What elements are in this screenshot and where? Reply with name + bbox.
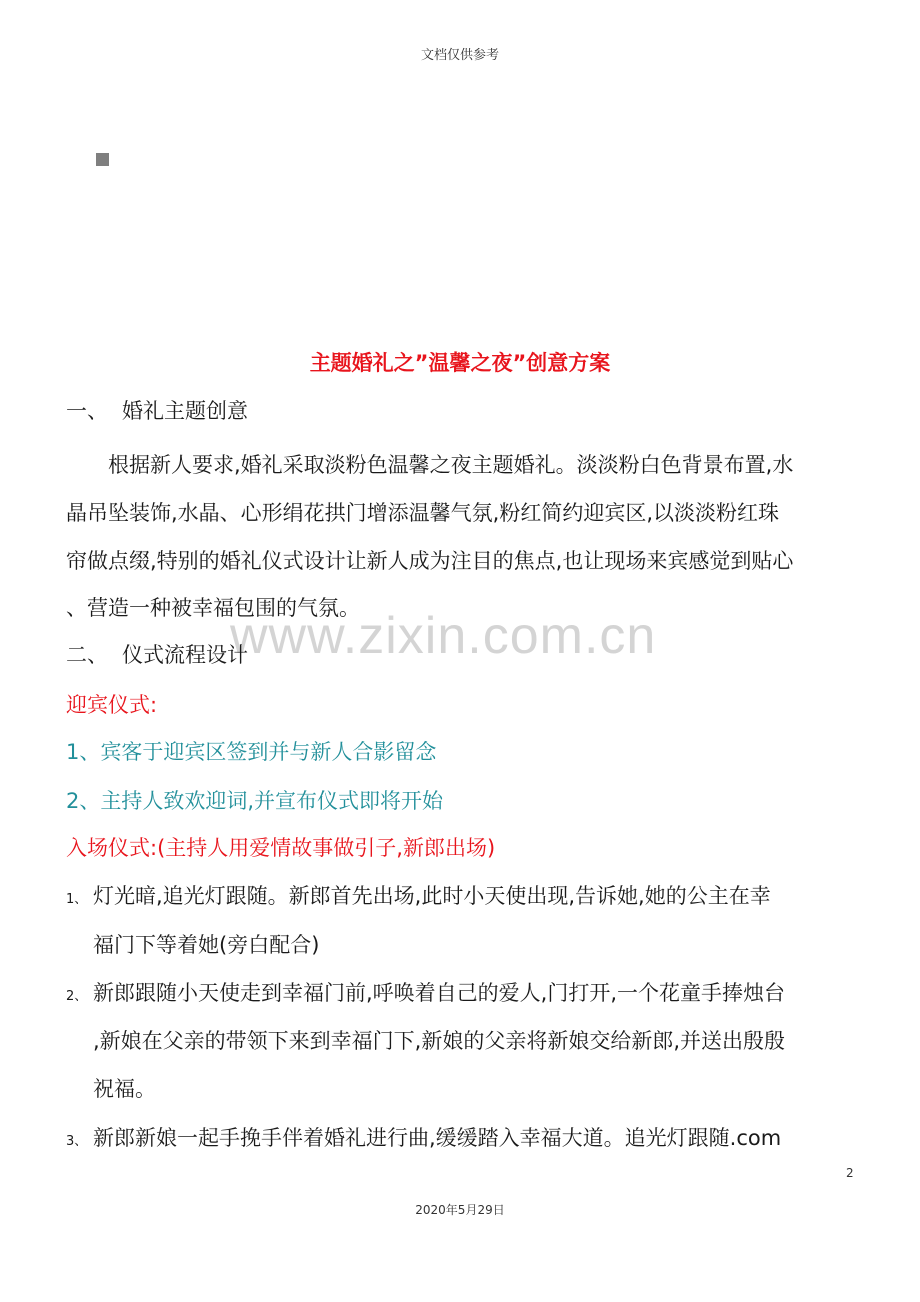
section1-number: 一、 xyxy=(66,399,108,423)
welcome-heading: 迎宾仪式: xyxy=(66,693,158,717)
entrance-item-line: 新郎新娘一起手挽手伴着婚礼进行曲,缓缓踏入幸福大道。追光灯跟随.com xyxy=(93,1126,782,1150)
paragraph1-line: 、营造一种被幸福包围的气氛。 xyxy=(66,596,360,620)
paragraph1-line: 晶吊坠装饰,水晶、心形绢花拱门增添温馨气氛,粉红简约迎宾区,以淡淡粉红珠 xyxy=(66,501,780,525)
section2-number: 二、 xyxy=(66,643,108,667)
square-bullet-icon xyxy=(96,153,109,166)
entrance-item-number: 2、 xyxy=(66,989,88,1004)
entrance-item-number: 1、 xyxy=(66,892,88,907)
entrance-item-line: 新郎跟随小天使走到幸福门前,呼唤着自己的爱人,门打开,一个花童手捧烛台 xyxy=(93,981,786,1005)
entrance-item-line: ,新娘在父亲的带领下来到幸福门下,新娘的父亲将新娘交给新郎,并送出殷殷 xyxy=(93,1029,786,1053)
page-number: 2 xyxy=(846,1166,854,1180)
paragraph1-line: 根据新人要求,婚礼采取淡粉色温馨之夜主题婚礼。淡淡粉白色背景布置,水 xyxy=(66,453,794,477)
watermark: www.zixin.com.cn xyxy=(230,607,657,665)
section1-heading: 婚礼主题创意 xyxy=(122,399,248,423)
entrance-heading: 入场仪式:(主持人用爱情故事做引子,新郎出场) xyxy=(66,836,496,860)
welcome-item: 1、宾客于迎宾区签到并与新人合影留念 xyxy=(66,740,437,764)
entrance-item-line: 福门下等着她(旁白配合) xyxy=(93,933,320,957)
entrance-item-line: 祝福。 xyxy=(93,1077,156,1101)
welcome-item: 2、主持人致欢迎词,并宣布仪式即将开始 xyxy=(66,789,444,813)
section2-heading: 仪式流程设计 xyxy=(122,643,248,667)
entrance-item-line: 灯光暗,追光灯跟随。新郎首先出场,此时小天使出现,告诉她,她的公主在幸 xyxy=(93,884,771,908)
page-footer-date: 2020年5月29日 xyxy=(415,1203,505,1217)
entrance-item-number: 3、 xyxy=(66,1134,88,1149)
paragraph1-line: 帘做点缀,特别的婚礼仪式设计让新人成为注目的焦点,也让现场来宾感觉到贴心 xyxy=(66,549,794,573)
page-header: 文档仅供参考 xyxy=(420,48,499,63)
document-title: 主题婚礼之”温馨之夜”创意方案 xyxy=(309,351,611,375)
